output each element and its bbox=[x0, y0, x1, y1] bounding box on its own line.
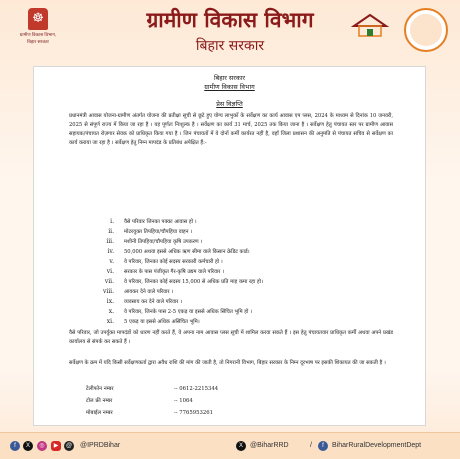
list-item: iii. मशीनी तिपहिया/चौपहिया कृषि उपकरण । bbox=[106, 238, 203, 245]
contact-row bbox=[86, 397, 386, 406]
instagram-icon[interactable]: ◎ bbox=[37, 441, 47, 451]
header bbox=[0, 0, 460, 62]
youtube-icon[interactable]: ▶ bbox=[51, 441, 61, 451]
state-emblem-icon: ☸ bbox=[28, 8, 48, 30]
contact-value: -- 7765953261 bbox=[174, 410, 213, 416]
facebook-icon[interactable]: f bbox=[318, 441, 328, 451]
page-title: ग्रामीण विकास विभाग bbox=[146, 7, 314, 32]
contact-value: -- 1064 bbox=[174, 398, 193, 404]
house-icon bbox=[348, 12, 392, 38]
jeevika-logo bbox=[404, 8, 448, 52]
list-item: vi. सरकार के पास पंजीकृत गैर-कृषि उद्यम वाले परिवार । bbox=[106, 268, 224, 275]
complaint-paragraph: सर्वेक्षण के क्रम में यदि किसी सर्वेक्षणकर्ता द्वारा अवैध राशि की मांग की जाती है, तो निगरानी विभाग, बिहार सरकार के निम्न दूरभाष पर इसकी शिकायत की जा सकती है । bbox=[69, 360, 386, 366]
seal-icon bbox=[410, 14, 442, 46]
contact-row bbox=[86, 385, 386, 394]
iprd-handle[interactable]: @IPRDBihar bbox=[80, 442, 121, 449]
housing-scheme-logo bbox=[348, 12, 392, 48]
contact-label: टेलीफोन नम्बर bbox=[86, 386, 114, 392]
rural-dev-dept-handle[interactable]: BiharRuralDevelopmentDept bbox=[332, 442, 422, 449]
doc-department-line: ग्रामीण विकास विभाग bbox=[204, 83, 255, 91]
list-item: vii. वे परिवार, जिनका कोई सदस्य 15,000 से अधिक प्रति माह कमा रहा हो। bbox=[104, 278, 263, 285]
list-item: iv. 50,000 अथवा इससे अधिक ऋण सीमा वाले किसान क्रेडिट कार्ड। bbox=[107, 248, 250, 255]
threads-icon[interactable]: @ bbox=[65, 443, 73, 449]
list-item: ix. व्यवसाय कर देने वाले परिवार । bbox=[106, 298, 182, 305]
list-item: ii. मोटरयुक्त तिपहिया/चौपहिया वाहन । bbox=[108, 228, 193, 235]
contact-row bbox=[86, 409, 386, 418]
social-footer bbox=[0, 432, 460, 459]
handle-separator: / bbox=[310, 442, 312, 449]
rural-development-logo bbox=[14, 8, 62, 54]
x-twitter-icon[interactable]: X bbox=[23, 441, 33, 451]
doc-government-line: बिहार सरकार bbox=[213, 74, 246, 82]
press-release-document bbox=[33, 66, 426, 426]
intro-paragraph: प्रधानमंत्री आवास योजना-ग्रामीण अंतर्गत योजना की प्रतीक्षा सूची से छूटे हुए योग्य लाभुकों के सर्वेक्षण का कार्य आवास एप प्लस, 2024 के माध्यम से दिनांक 10 जनवरी, 2025 से संपूर्ण राज्य में किया जा रहा है । यह पूर्णतः निःशुल्क है । सर्वेक्षण का कार्य 31 मार्च, 2025 तक किया जाना है । सर्वेक्षण हेतु पंचायत स्तर पर ग्रामीण आवास सहायक/पंचायत रोज़गार सेवक को प्राधिकृत किया गया है । जिन पंचायतों में ये दोनों कर्मी कार्यरत नहीं है, वहाँ जिला प्रशासन की अनुमति से पंचायत सचिव से सर्वेक्षण का कार्य कराया जा रहा है । सर्वेक्षण हेतु निम्न मापदंड के प्रतिबंध अपेक्षित हैं:- bbox=[69, 113, 393, 147]
page-subtitle: बिहार सरकार bbox=[195, 38, 265, 54]
list-item: x. वे परिवार, जिनके पास 2-5 एकड़ या इससे अधिक सिंचित भूमि हो । bbox=[108, 308, 252, 315]
list-item: v. वे परिवार, जिनका कोई सदस्य सरकारी कर्मचारी हो । bbox=[109, 258, 223, 265]
list-item: viii. आयकर देने वाले परिवार । bbox=[102, 288, 174, 295]
logo-line-1: ग्रामीण विकास विभाग, bbox=[19, 32, 57, 37]
facebook-icon[interactable]: f bbox=[10, 441, 20, 451]
list-item: xi. 5 एकड़ या इससे अधिक असिंचित भूमि। bbox=[106, 318, 200, 325]
list-item: i. वैसे परिवार जिनका पक्का आवास हो । bbox=[110, 218, 197, 225]
rrd-handle[interactable]: @BiharRRD bbox=[250, 442, 289, 449]
doc-heading: प्रेस विज्ञप्ति bbox=[216, 100, 243, 108]
contact-label: मोबाईल नम्बर bbox=[86, 410, 113, 416]
x-twitter-icon[interactable]: X bbox=[236, 441, 246, 451]
contact-value: -- 0612-2215344 bbox=[174, 386, 219, 392]
eligibility-paragraph: वैसे परिवार, जो उपर्युक्त मापदंडों को धारण नहीं करते हैं, वे अपना नाम आवास प्लस सूची में शामिल करवा सकते हैं । इस हेतु पंचायतवार प्राधिकृत कर्मी अथवा अपने प्रखंड कार्यालय से संपर्क कर सकते हैं । bbox=[69, 330, 393, 346]
logo-line-2: बिहार सरकार bbox=[27, 39, 49, 44]
contact-label: टोल फ्री नम्बर bbox=[86, 398, 113, 404]
